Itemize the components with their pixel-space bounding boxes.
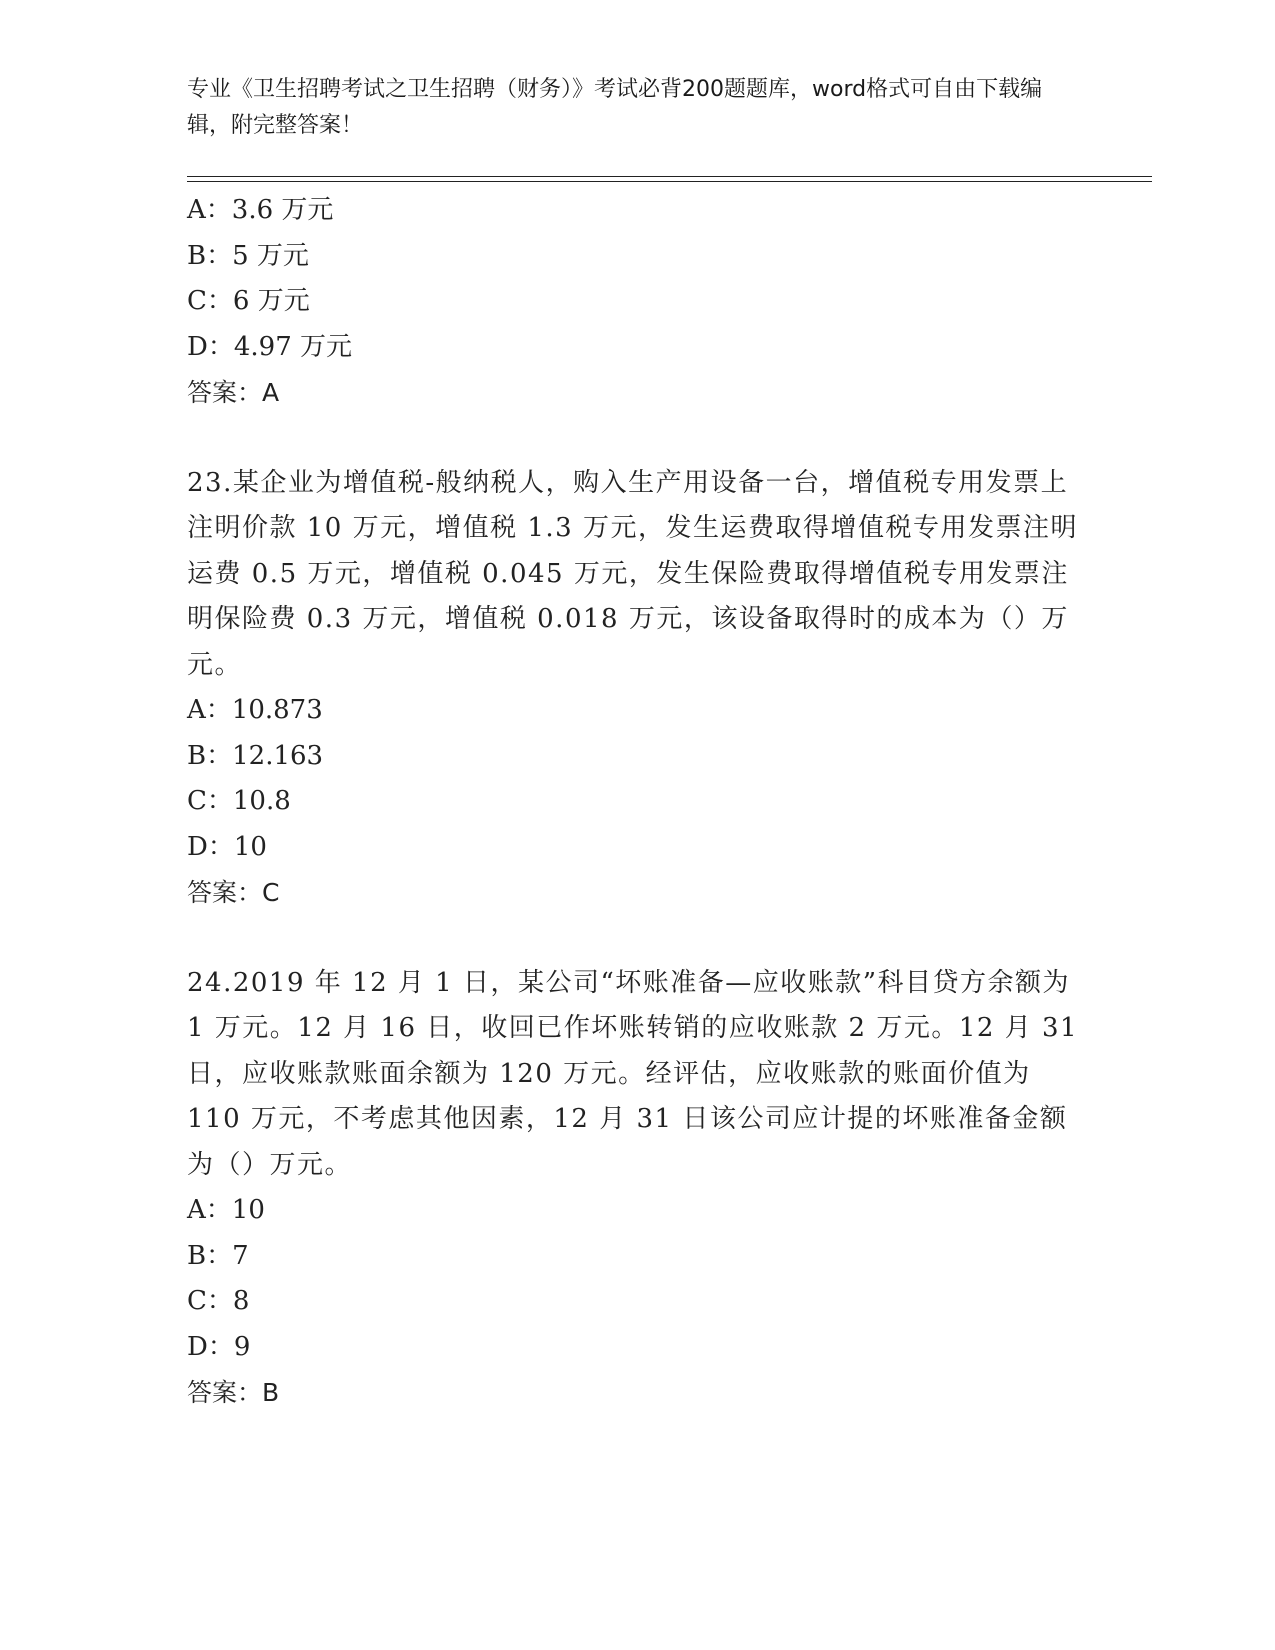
document-body (187, 188, 1087, 1416)
option-d: D：4.97 万元 (187, 331, 353, 362)
question-stem: 24.2019 年 12 月 1 日，某公司“坏账准备—应收账款”科目贷方余额为 1 万元。12 月 16 日，收回已作坏账转销的应收账款 2 万元。12 月 31 日，应收账款账面余额为 120 万元。经评估，应收账款的账面价值为 110 万元，不考虑其他因素，12 月 31 日该公司应计提的坏账准备金额为（）万元。 (187, 967, 1079, 1180)
question-24 (187, 961, 1087, 1416)
answer-line: 答案：A (187, 378, 280, 407)
option-c: C：8 (187, 1286, 250, 1316)
option-a: A：3.6 万元 (187, 195, 334, 225)
option-a: A：10 (187, 1195, 265, 1225)
header-divider-top (187, 176, 1152, 177)
option-b: B：12.163 (187, 740, 324, 771)
spacer (187, 416, 1087, 461)
question-stem: 23.某企业为增值税-般纳税人，购入生产用设备一台，增值税专用发票上注明价款 10 万元，增值税 1.3 万元，发生运费取得增值税专用发票注明运费 0.5 万元，增值税 0.045 万元，发生保险费取得增值税专用发票注明保险费 0.3 万元，增值税 0.018 万元，该设备取得时的成本为（）万元。 (187, 467, 1078, 680)
document-header: 专业《卫生招聘考试之卫生招聘（财务）》考试必背200题题库，word格式可自由下载编辑，附完整答案！ (187, 77, 1043, 138)
answer-line: 答案：B (187, 1378, 280, 1407)
option-a: A：10.873 (187, 695, 323, 725)
question-22 (187, 188, 1087, 416)
question-23 (187, 461, 1087, 916)
option-b: B：7 (187, 1240, 249, 1271)
option-d: D：9 (187, 1331, 251, 1362)
option-c: C：6 万元 (187, 286, 310, 316)
option-d: D：10 (187, 831, 267, 862)
option-b: B：5 万元 (187, 240, 309, 271)
answer-line: 答案：C (187, 878, 280, 907)
header-divider-bottom (187, 181, 1152, 182)
option-c: C：10.8 (187, 786, 291, 816)
spacer (187, 916, 1087, 961)
